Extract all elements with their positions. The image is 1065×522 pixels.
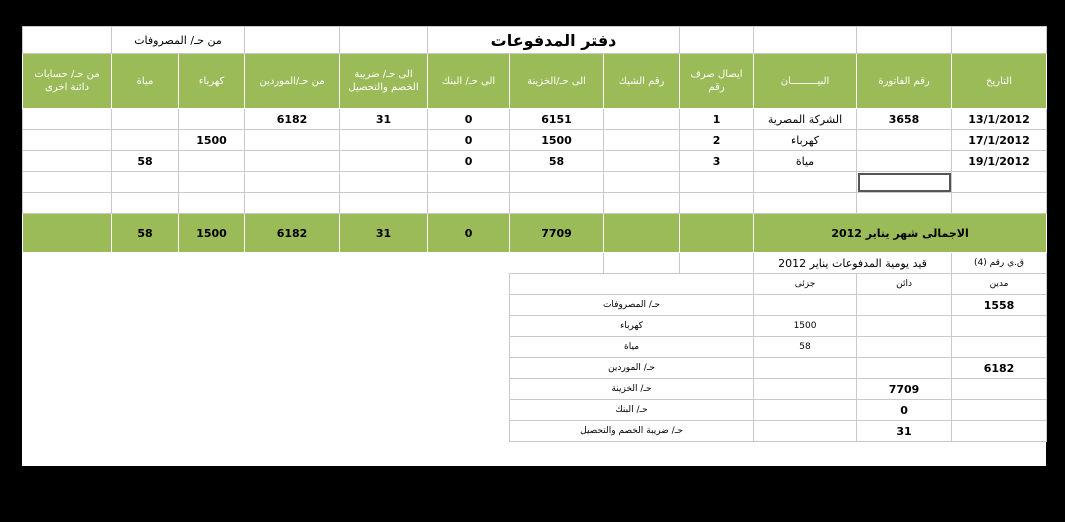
- cell[interactable]: [754, 27, 857, 54]
- account-cell[interactable]: حـ/ المصروفات: [510, 295, 754, 316]
- cell[interactable]: [952, 172, 1047, 193]
- payments-journal-sheet: [22, 26, 1046, 466]
- cell[interactable]: [754, 172, 857, 193]
- cell[interactable]: [604, 214, 680, 253]
- cell[interactable]: [680, 253, 754, 274]
- cell-description[interactable]: كهرباء: [754, 130, 857, 151]
- debit-cell[interactable]: [952, 379, 1047, 400]
- cell[interactable]: [604, 253, 680, 274]
- cell[interactable]: [179, 172, 245, 193]
- table-row: [23, 109, 1047, 130]
- blank-area: [23, 337, 510, 358]
- blank-area: [23, 316, 510, 337]
- total-water[interactable]: 58: [112, 214, 179, 253]
- total-suppliers[interactable]: 6182: [245, 214, 340, 253]
- credit-cell[interactable]: [857, 358, 952, 379]
- account-cell[interactable]: حـ/ الخزينة: [510, 379, 754, 400]
- cell[interactable]: [23, 172, 112, 193]
- cell[interactable]: [428, 193, 510, 214]
- credit-cell[interactable]: 0: [857, 400, 952, 421]
- cell-cheque[interactable]: [604, 151, 680, 172]
- cell[interactable]: [245, 27, 340, 54]
- spreadsheet-grid: [22, 26, 1047, 442]
- header-water[interactable]: مياة: [112, 54, 179, 109]
- table-row: [23, 151, 1047, 172]
- table-row: [23, 193, 1047, 214]
- cell[interactable]: [245, 172, 340, 193]
- credit-cell[interactable]: [857, 316, 952, 337]
- debit-cell[interactable]: 1558: [952, 295, 1047, 316]
- cell-date[interactable]: 13/1/2012: [952, 109, 1047, 130]
- cell[interactable]: [510, 274, 754, 295]
- cell[interactable]: [604, 193, 680, 214]
- partial-cell[interactable]: 58: [754, 337, 857, 358]
- cell-tax[interactable]: 31: [340, 109, 428, 130]
- blank-area: [23, 358, 510, 379]
- cell-receipt[interactable]: 2: [680, 130, 754, 151]
- cell[interactable]: [857, 27, 952, 54]
- cell-electricity[interactable]: [179, 109, 245, 130]
- header-suppliers[interactable]: من حـ/الموردين: [245, 54, 340, 109]
- header-tax[interactable]: الى حـ/ ضريبة الخصم والتحصيل: [340, 54, 428, 109]
- cell-receipt[interactable]: 3: [680, 151, 754, 172]
- cell-other[interactable]: [23, 109, 112, 130]
- cell-other[interactable]: [23, 130, 112, 151]
- total-row: [23, 214, 1047, 253]
- cell-invoice[interactable]: 3658: [857, 109, 952, 130]
- cell-bank[interactable]: 0: [428, 151, 510, 172]
- cell-invoice[interactable]: [857, 130, 952, 151]
- journal-line: [23, 316, 1047, 337]
- cell-tax[interactable]: [340, 151, 428, 172]
- cell[interactable]: [754, 193, 857, 214]
- cell[interactable]: [857, 193, 952, 214]
- credit-cell[interactable]: [857, 337, 952, 358]
- cell[interactable]: [340, 172, 428, 193]
- cell-date[interactable]: 19/1/2012: [952, 151, 1047, 172]
- cell[interactable]: [952, 193, 1047, 214]
- journal-row: [23, 253, 1047, 274]
- selected-cell[interactable]: [857, 172, 952, 193]
- cell[interactable]: [112, 193, 179, 214]
- cell-water[interactable]: [112, 130, 179, 151]
- header-treasury[interactable]: الى حـ/الخزينة: [510, 54, 604, 109]
- partial-cell[interactable]: 1500: [754, 316, 857, 337]
- header-other-creditors[interactable]: من حـ/ حسابات دائنة اخرى: [23, 54, 112, 109]
- cell-description[interactable]: الشركة المصرية: [754, 109, 857, 130]
- cell[interactable]: [428, 172, 510, 193]
- header-description[interactable]: البيـــــــــان: [754, 54, 857, 109]
- cell[interactable]: [604, 172, 680, 193]
- cell-electricity[interactable]: 1500: [179, 130, 245, 151]
- journal-ref[interactable]: ق.ي رقم (4): [952, 253, 1047, 274]
- header-electricity[interactable]: كهرباء: [179, 54, 245, 109]
- header-receipt[interactable]: ايصال صرف رقم: [680, 54, 754, 109]
- account-cell[interactable]: مياة: [510, 337, 754, 358]
- blank-area: [23, 421, 510, 442]
- debit-cell[interactable]: [952, 337, 1047, 358]
- cell-tax[interactable]: [340, 130, 428, 151]
- cell-date[interactable]: 17/1/2012: [952, 130, 1047, 151]
- partial-cell[interactable]: [754, 295, 857, 316]
- credit-cell[interactable]: 31: [857, 421, 952, 442]
- cell-other[interactable]: [23, 151, 112, 172]
- cell-bank[interactable]: 0: [428, 109, 510, 130]
- journal-row: [23, 274, 1047, 295]
- total-bank[interactable]: 0: [428, 214, 510, 253]
- journal-line: [23, 295, 1047, 316]
- cell[interactable]: [510, 172, 604, 193]
- total-tax[interactable]: 31: [340, 214, 428, 253]
- debit-cell[interactable]: [952, 421, 1047, 442]
- cell[interactable]: [680, 214, 754, 253]
- account-cell[interactable]: حـ/ البنك: [510, 400, 754, 421]
- cell[interactable]: [23, 214, 112, 253]
- partial-cell[interactable]: [754, 379, 857, 400]
- total-electricity[interactable]: 1500: [179, 214, 245, 253]
- cell-suppliers[interactable]: [245, 130, 340, 151]
- sheet-title[interactable]: دفتر المدفوعات: [428, 27, 680, 54]
- account-cell[interactable]: كهرباء: [510, 316, 754, 337]
- header-bank[interactable]: الى حـ/ البنك: [428, 54, 510, 109]
- cell[interactable]: [179, 193, 245, 214]
- debit-cell[interactable]: [952, 400, 1047, 421]
- header-cheque[interactable]: رقم الشيك: [604, 54, 680, 109]
- cell[interactable]: [680, 27, 754, 54]
- journal-line: [23, 421, 1047, 442]
- partial-cell[interactable]: [754, 421, 857, 442]
- debit-label[interactable]: مدين: [952, 274, 1047, 295]
- cell[interactable]: [23, 27, 112, 54]
- expense-group-label[interactable]: من حـ/ المصروفات: [112, 27, 245, 54]
- cell-treasury[interactable]: 58: [510, 151, 604, 172]
- blank-area: [23, 253, 604, 274]
- cell-water[interactable]: 58: [112, 151, 179, 172]
- partial-label[interactable]: جزئى: [754, 274, 857, 295]
- total-treasury[interactable]: 7709: [510, 214, 604, 253]
- partial-cell[interactable]: [754, 358, 857, 379]
- cell-water[interactable]: [112, 109, 179, 130]
- cell-description[interactable]: مياة: [754, 151, 857, 172]
- blank-area: [23, 400, 510, 421]
- cell-suppliers[interactable]: [245, 151, 340, 172]
- cell[interactable]: [680, 172, 754, 193]
- header-date[interactable]: التاريخ: [952, 54, 1047, 109]
- cell-cheque[interactable]: [604, 130, 680, 151]
- total-label[interactable]: الاجمالى شهر يناير 2012: [754, 214, 1047, 253]
- credit-cell[interactable]: 7709: [857, 379, 952, 400]
- cell-electricity[interactable]: [179, 151, 245, 172]
- blank-area: [23, 274, 510, 295]
- cell[interactable]: [952, 27, 1047, 54]
- cell-cheque[interactable]: [604, 109, 680, 130]
- cell-invoice[interactable]: [857, 151, 952, 172]
- account-cell[interactable]: حـ/ ضريبة الخصم والتحصيل: [510, 421, 754, 442]
- journal-line: [23, 337, 1047, 358]
- credit-label[interactable]: دائن: [857, 274, 952, 295]
- blank-area: [23, 379, 510, 400]
- cell-treasury[interactable]: 1500: [510, 130, 604, 151]
- cell[interactable]: [245, 193, 340, 214]
- cell[interactable]: [340, 193, 428, 214]
- cell[interactable]: [510, 193, 604, 214]
- cell-receipt[interactable]: 1: [680, 109, 754, 130]
- journal-line: [23, 379, 1047, 400]
- cell-treasury[interactable]: 6151: [510, 109, 604, 130]
- journal-line: [23, 358, 1047, 379]
- debit-cell[interactable]: 6182: [952, 358, 1047, 379]
- table-row: [23, 130, 1047, 151]
- journal-title[interactable]: قيد يومية المدفوعات يناير 2012: [754, 253, 952, 274]
- table-row: [23, 172, 1047, 193]
- cell-suppliers[interactable]: 6182: [245, 109, 340, 130]
- cell[interactable]: [23, 193, 112, 214]
- blank-area: [23, 295, 510, 316]
- partial-cell[interactable]: [754, 400, 857, 421]
- debit-cell[interactable]: [952, 316, 1047, 337]
- credit-cell[interactable]: [857, 295, 952, 316]
- cell[interactable]: [680, 193, 754, 214]
- journal-line: [23, 400, 1047, 421]
- cell-bank[interactable]: 0: [428, 130, 510, 151]
- account-cell[interactable]: حـ/ الموردين: [510, 358, 754, 379]
- cell[interactable]: [340, 27, 428, 54]
- header-invoice[interactable]: رقم الفاتورة: [857, 54, 952, 109]
- cell[interactable]: [112, 172, 179, 193]
